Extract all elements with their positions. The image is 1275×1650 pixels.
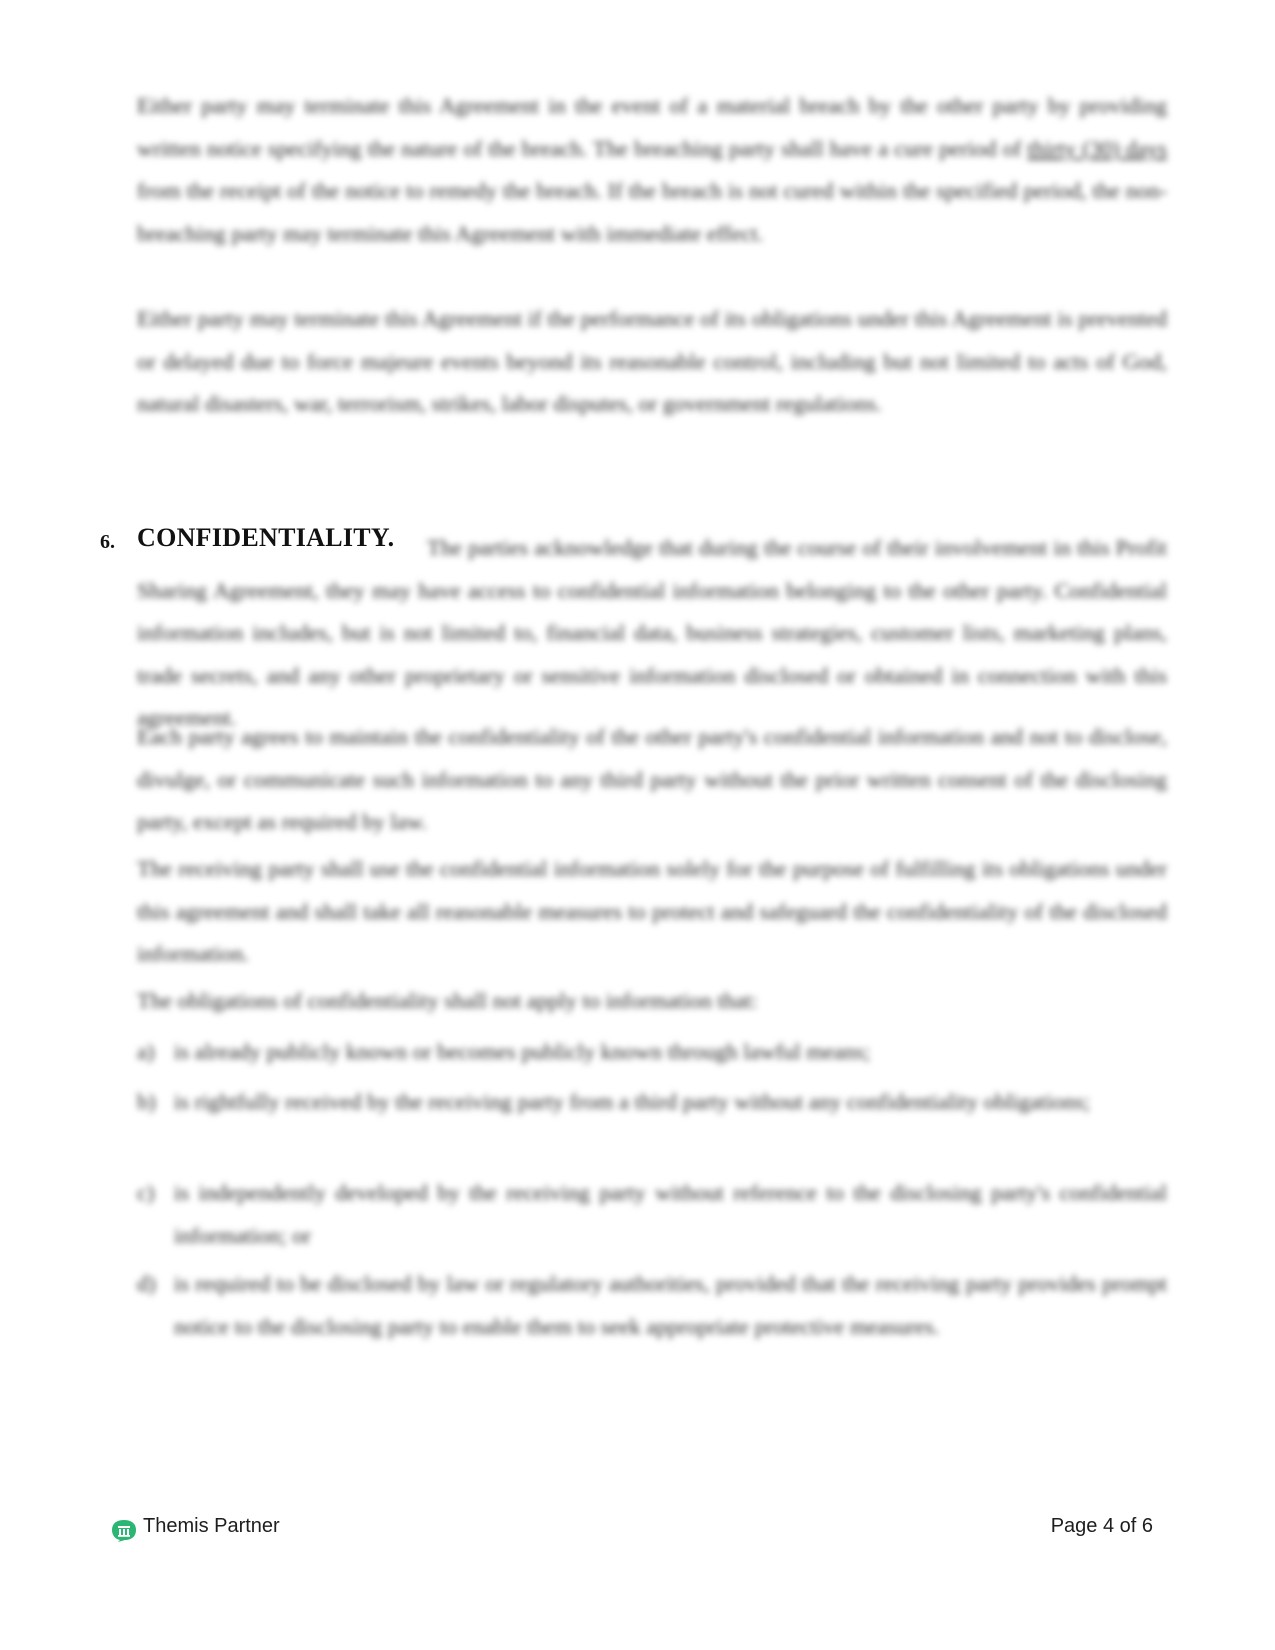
paragraph-exceptions-intro: The obligations of confidentiality shall not apply to information that: xyxy=(137,988,758,1013)
list-item-text: is rightfully received by the receiving party from a third party without any confidentiality obligations; xyxy=(174,1089,1091,1114)
section-number: 6. xyxy=(100,531,115,553)
section-title: CONFIDENTIALITY. xyxy=(137,523,395,552)
list-marker: c) xyxy=(137,1180,155,1205)
paragraph-force-majeure: Either party may terminate this Agreement if the performance of its obligations under this Agreement is prevented or delayed due to force majeure events beyond its reasonable control, including but not limited to acts of God, natural disasters, war, terrorism, strikes, labor disputes, or government regulations. xyxy=(137,306,1167,416)
paragraph-material-breach xyxy=(137,85,1167,255)
list-item xyxy=(137,1081,1167,1124)
list-item-text: is independently developed by the receiving party without reference to the disclosing party's confidential information; or xyxy=(174,1180,1167,1248)
list-marker: a) xyxy=(137,1039,155,1064)
list-item xyxy=(137,1031,1167,1074)
paragraph-text: Either party may terminate this Agreement in the event of a material breach by the other party by providing written notice specifying the nature of the breach. The breaching party shall have a cure period of xyxy=(137,93,1167,161)
underlined-term: thirty (30) days xyxy=(1027,135,1167,161)
footer-brand: Themis Partner xyxy=(143,1515,280,1537)
list-item-text: is required to be disclosed by law or regulatory authorities, provided that the receiving party provides prompt notice to the disclosing party to enable them to seek appropriate protective measures. xyxy=(174,1271,1167,1339)
list-marker: d) xyxy=(137,1271,156,1296)
paragraph-text: from the receipt of the notice to remedy the breach. If the breach is not cured within the specified period, the non-breaching party may terminate this Agreement with immediate effect. xyxy=(137,178,1167,246)
list-item-text: is already publicly known or becomes publicly known through lawful means; xyxy=(174,1039,871,1064)
paragraph-use-of-information: The receiving party shall use the confidential information solely for the purpose of fulfilling its obligations under this agreement and shall take all reasonable measures to protect and safeguard the confidentiality of the disclosed information. xyxy=(137,856,1167,966)
themis-logo-icon xyxy=(111,1519,137,1543)
list-item xyxy=(137,1172,1167,1257)
paragraph-confidential-access xyxy=(137,527,1167,740)
paragraph-text: The parties acknowledge that during the course of their involvement in this Profit Sharing Agreement, they may have access to confidential information belonging to the other party. Confidential information includes, but is not limited to, financial data, business strategies, customer lists, marketing plans, trade secrets, and any other proprietary or sensitive information disclosed or obtained in connection with this agreement. xyxy=(137,535,1167,730)
list-item xyxy=(137,1263,1167,1348)
paragraph-maintain-confidentiality: Each party agrees to maintain the confidentiality of the other party's confidential information and not to disclose, divulge, or communicate such information to any third party without the prior written consent of the disclosing party, except as required by law. xyxy=(137,724,1167,834)
list-marker: b) xyxy=(137,1089,156,1114)
page-number: Page 4 of 6 xyxy=(1050,1515,1153,1537)
